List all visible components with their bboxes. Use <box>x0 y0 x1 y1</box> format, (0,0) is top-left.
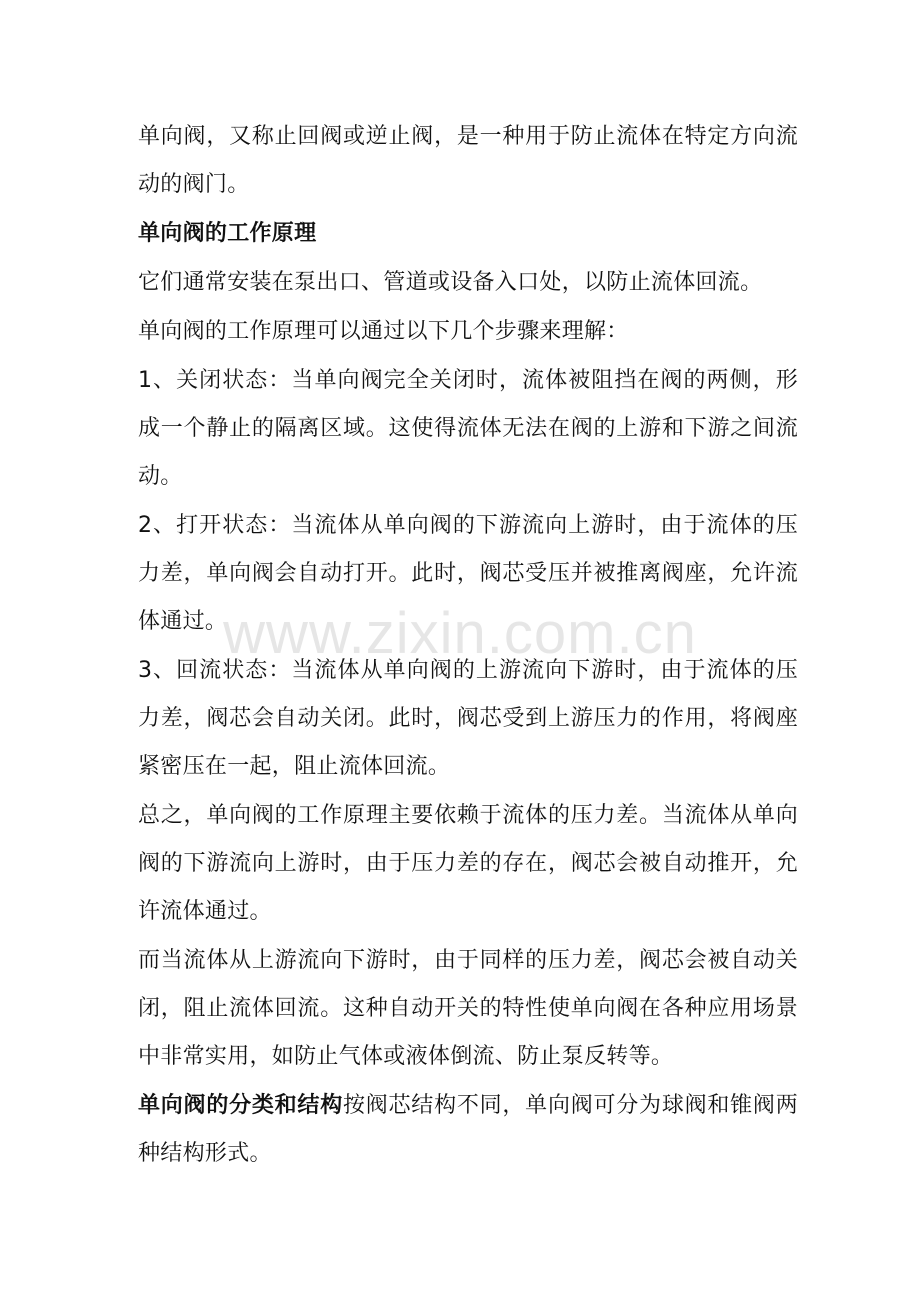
paragraph-step-closed: 1、关闭状态：当单向阀完全关闭时，流体被阻挡在阀的两侧，形成一个静止的隔离区域。这使得流体无法在阀的上游和下游之间流动。 <box>138 368 798 489</box>
document-body <box>138 113 798 1179</box>
paragraph-steps-intro: 单向阀的工作原理可以通过以下几个步骤来理解： <box>138 319 629 344</box>
paragraph-summary: 总之，单向阀的工作原理主要依赖于流体的压力差。当流体从单向阀的下游流向上游时，由于压力差的存在，阀芯会被自动推开，允许流体通过。 <box>138 803 798 924</box>
section-heading-working-principle: 单向阀的工作原理 <box>138 221 317 246</box>
paragraph-classification <box>138 1082 798 1178</box>
inline-heading-classification: 单向阀的分类和结构 <box>138 1093 343 1118</box>
paragraph-step-backflow: 3、回流状态：当流体从单向阀的上游流向下游时，由于流体的压力差，阀芯会自动关闭。此时，阀芯受到上游压力的作用，将阀座紧密压在一起，阻止流体回流。 <box>138 658 798 779</box>
paragraph-summary-continued: 而当流体从上游流向下游时，由于同样的压力差，阀芯会被自动关闭，阻止流体回流。这种自动开关的特性使单向阀在各种应用场景中非常实用，如防止气体或液体倒流、防止泵反转等。 <box>138 948 798 1069</box>
paragraph-step-open: 2、打开状态：当流体从单向阀的下游流向上游时，由于流体的压力差，单向阀会自动打开。此时，阀芯受压并被推离阀座，允许流体通过。 <box>138 513 798 634</box>
paragraph-classification-text: 按阀芯结构不同，单向阀可分为球阀和锥阀两种结构形式。 <box>138 1093 798 1166</box>
watermark: www.zixin.com.cn <box>223 601 697 666</box>
paragraph-installation: 它们通常安装在泵出口、管道或设备入口处，以防止流体回流。 <box>138 270 763 295</box>
paragraph-intro: 单向阀，又称止回阀或逆止阀，是一种用于防止流体在特定方向流动的阀门。 <box>138 124 798 197</box>
